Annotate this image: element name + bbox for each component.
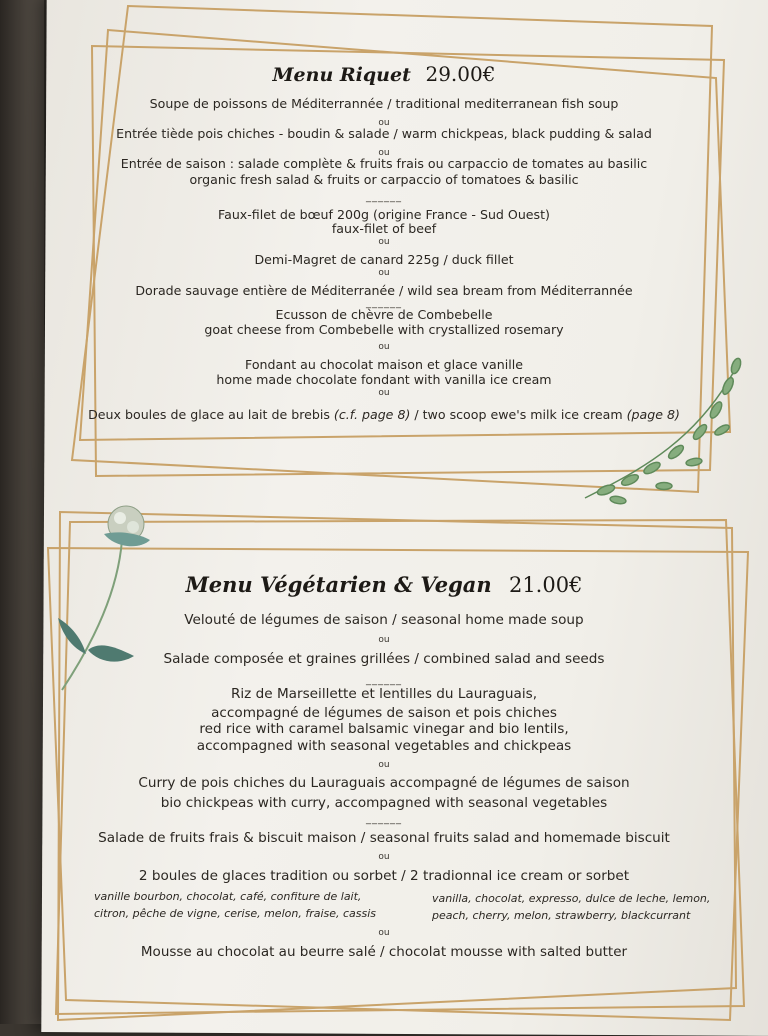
course-divider: ______ (366, 192, 402, 203)
menu-riquet-last-line: Deux boules de glace au lait de brebis (c.f. page 8) / two scoop ewe's milk ice cream (page 8) (88, 407, 680, 422)
or-separator: ou (378, 635, 390, 645)
or-separator: ou (378, 852, 390, 862)
or-separator: ou (378, 118, 390, 128)
menu-item: accompagned with seasonal vegetables and chickpeas (196, 738, 572, 754)
menu-item: Riz de Marseillette et lentilles du Lauraguais, (230, 686, 538, 702)
menu-item: Entrée de saison : salade complète & fruits frais ou carpaccio de tomates au basilic (120, 156, 648, 171)
menu-item: Entrée tiède pois chiches - boudin & salade / warm chickpeas, black pudding & salad (116, 126, 652, 141)
menu-item: Dorade sauvage entière de Méditerranée / wild sea bream from Méditerrannée (135, 283, 633, 298)
menu-riquet-title (0, 62, 768, 86)
menu-item: Fondant au chocolat maison et glace vanille (245, 357, 523, 372)
menu-item: Velouté de légumes de saison / seasonal home made soup (184, 612, 584, 628)
menu-vegetarien-title (0, 572, 768, 597)
menu-title-text: Menu Végétarien & Vegan (185, 572, 492, 597)
menu-item: Ecusson de chèvre de Combebelle (275, 307, 493, 322)
menu-item: Salade composée et graines grillées / combined salad and seeds (163, 651, 605, 667)
course-divider: ______ (366, 814, 402, 825)
menu-item: Curry de pois chiches du Lauraguais accompagné de légumes de saison (138, 775, 630, 791)
menu-item: Demi-Magret de canard 225g / duck fillet (254, 252, 514, 267)
menu-item: faux-filet of beef (331, 221, 437, 236)
menu-item: Salade de fruits frais & biscuit maison / seasonal fruits salad and homemade biscuit (98, 830, 670, 846)
menu-title-text: Menu Riquet (272, 64, 411, 86)
or-separator: ou (378, 388, 390, 398)
or-separator: ou (378, 148, 390, 158)
menu-item: Mousse au chocolat au beurre salé / chocolat mousse with salted butter (140, 944, 628, 960)
ice-flavours-en: vanilla, chocolat, expresso, dulce de leche, lemon, peach, cherry, melon, strawberry, blackcurrant (432, 892, 711, 922)
course-divider: ______ (366, 675, 402, 686)
ice-flavours-fr: vanille bourbon, chocolat, café, confiture de lait, citron, pêche de vigne, cerise, melon, fraise, cassis (94, 890, 377, 920)
menu-item: home made chocolate fondant with vanilla ice cream (216, 372, 552, 387)
menu-item: 2 boules de glaces tradition ou sorbet / 2 tradionnal ice cream or sorbet (138, 868, 630, 884)
menu-item: accompagné de légumes de saison et pois chiches (211, 705, 557, 721)
course-divider: ______ (366, 298, 402, 309)
menu-item: Soupe de poissons de Méditerrannée / traditional mediterranean fish soup (149, 96, 619, 111)
menu-price: 21.00€ (508, 573, 583, 597)
menu-item: Faux-filet de bœuf 200g (origine France - Sud Ouest) (218, 207, 550, 222)
or-separator: ou (378, 928, 390, 938)
or-separator: ou (378, 268, 390, 278)
menu-item: red rice with caramel balsamic vinegar and bio lentils, (199, 721, 569, 737)
menu-price: 29.00€ (425, 62, 496, 86)
or-separator: ou (378, 760, 390, 770)
menu-item: goat cheese from Combebelle with crystallized rosemary (204, 322, 564, 337)
menu-item: bio chickpeas with curry, accompagned with seasonal vegetables (160, 795, 608, 811)
menu-item: organic fresh salad & fruits or carpaccio of tomatoes & basilic (189, 172, 579, 187)
or-separator: ou (378, 342, 390, 352)
or-separator: ou (378, 237, 390, 247)
